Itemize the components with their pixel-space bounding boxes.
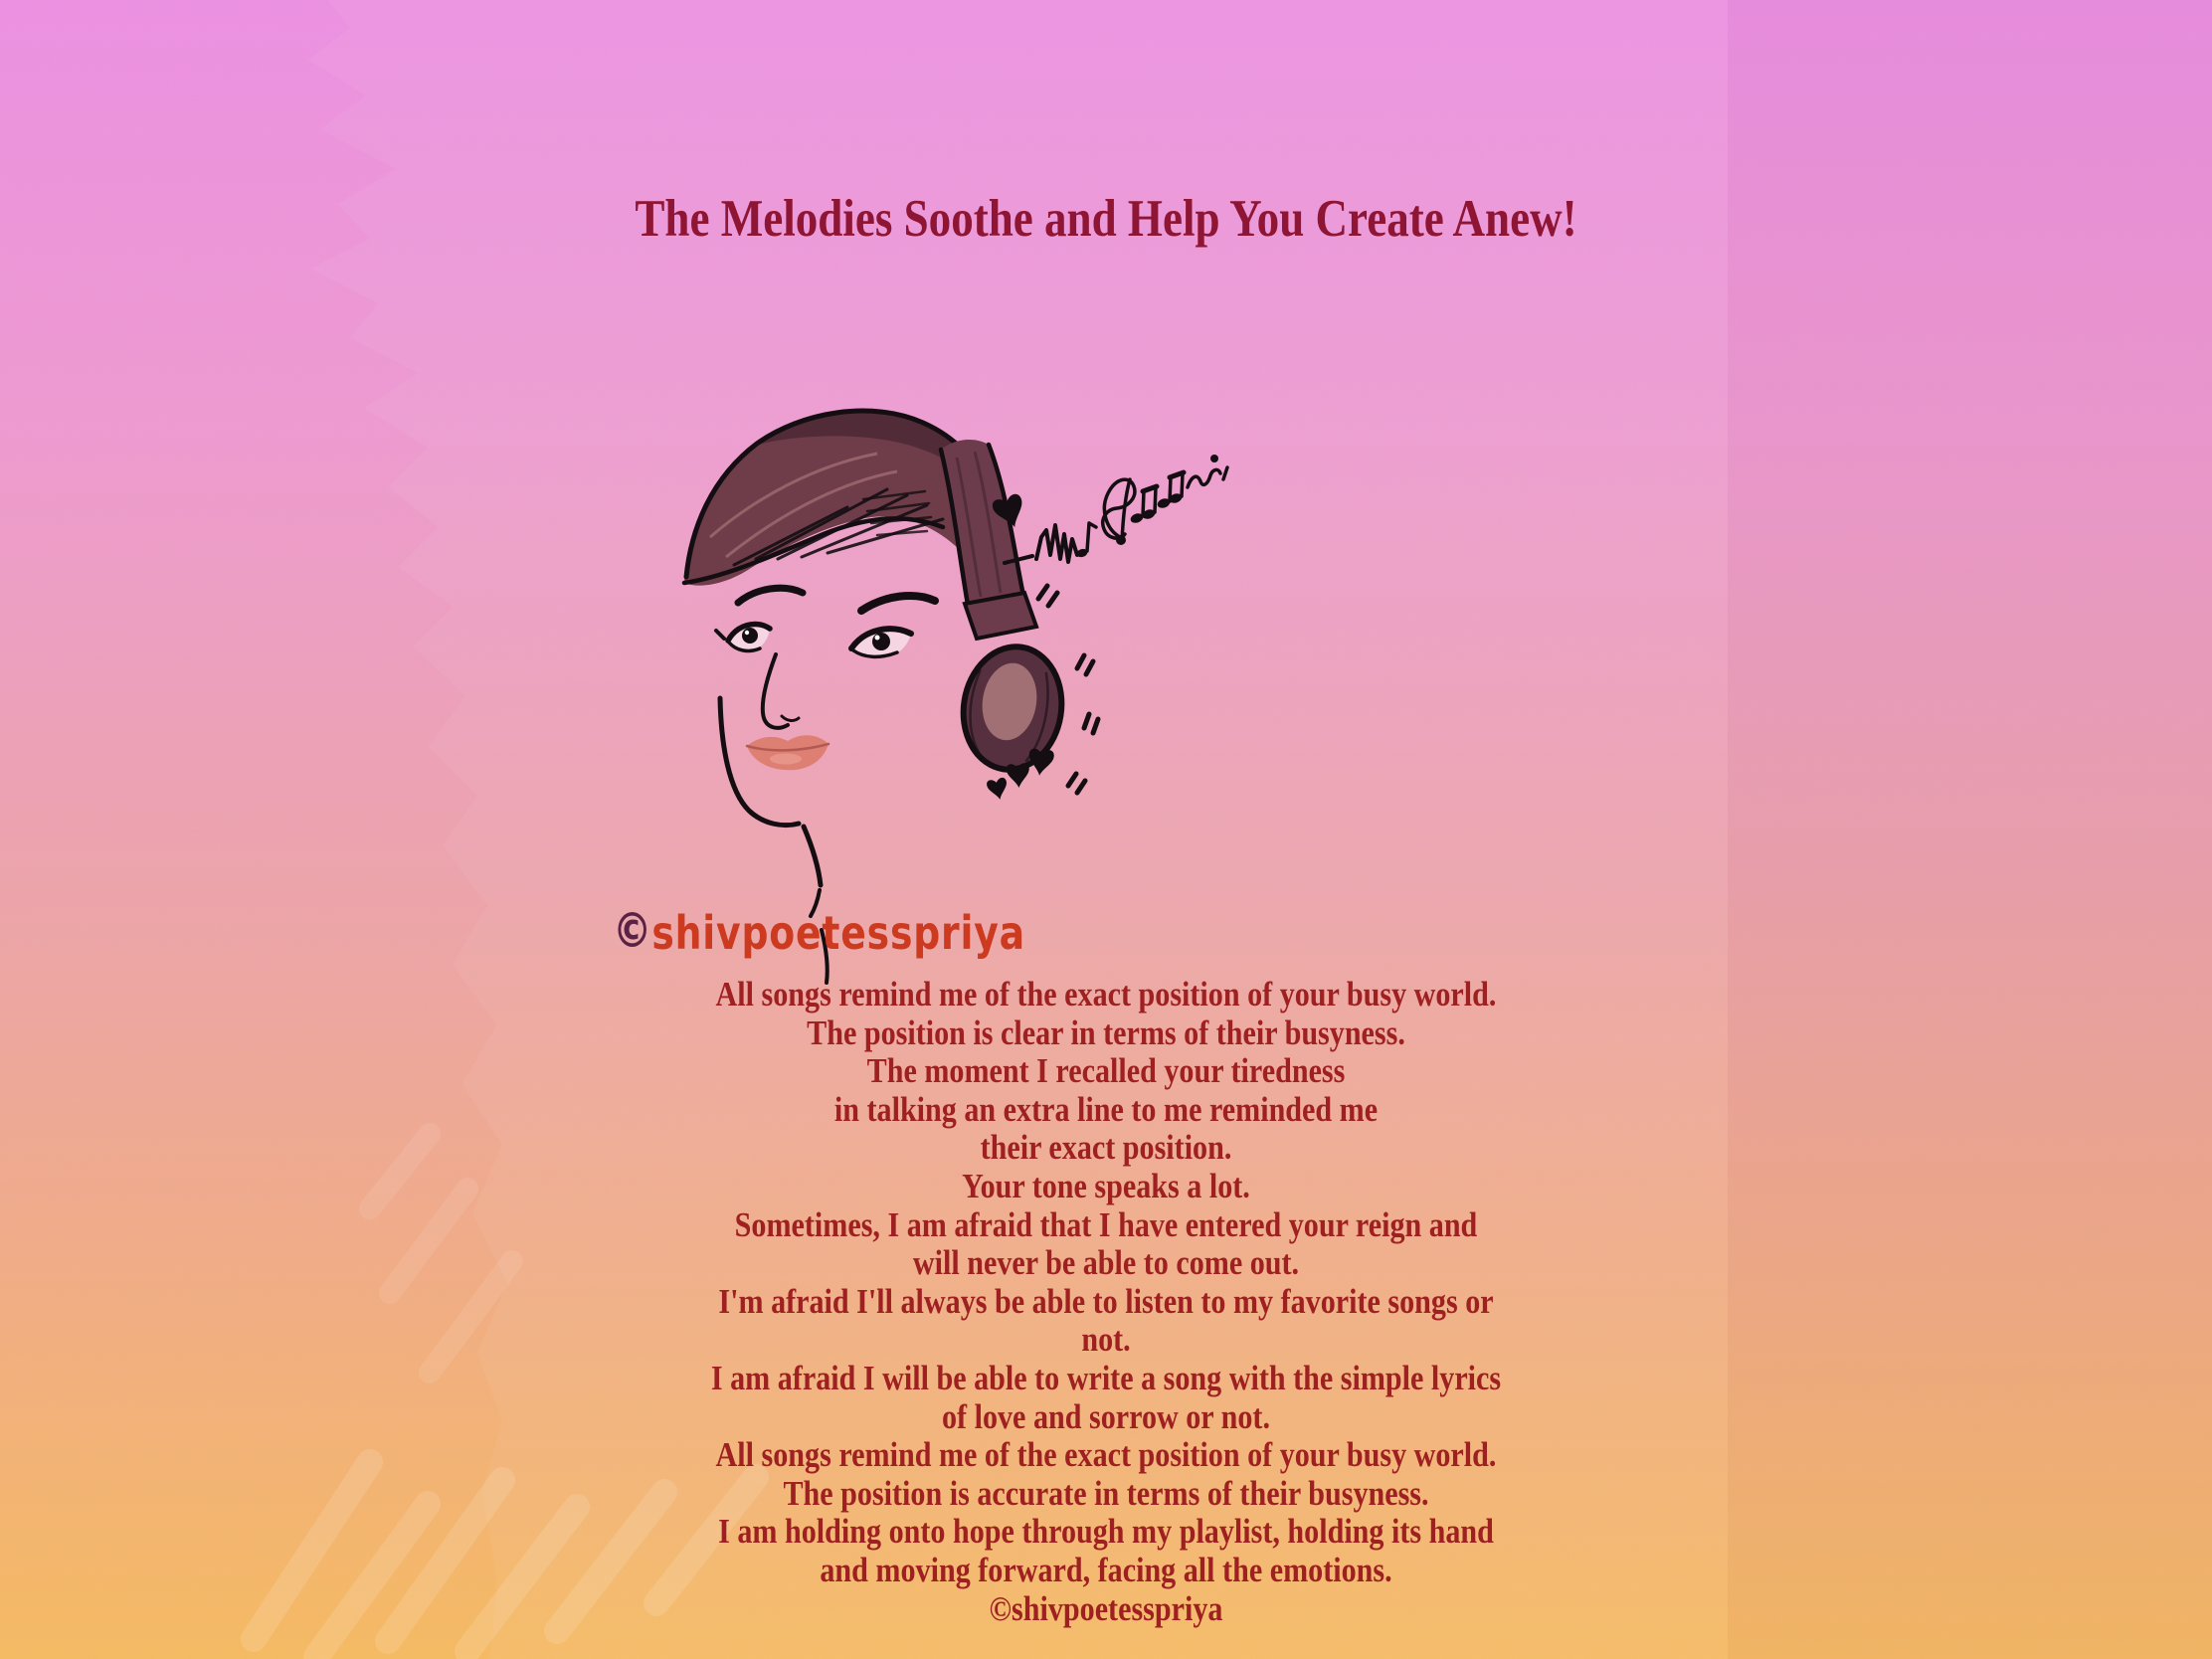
poem-line: Sometimes, I am afraid that I have entered your reign and bbox=[734, 1204, 1478, 1244]
watermark bbox=[613, 903, 1025, 960]
poem-line: of love and sorrow or not. bbox=[942, 1396, 1270, 1436]
music-notes-icon bbox=[1005, 455, 1227, 563]
neck-line bbox=[804, 827, 821, 885]
page-title: The Melodies Soothe and Help You Create Anew! bbox=[635, 190, 1577, 248]
poem-line: and moving forward, facing all the emotions. bbox=[820, 1550, 1392, 1589]
left-eye bbox=[716, 625, 770, 651]
poem-line: The position is accurate in terms of their busyness. bbox=[783, 1473, 1429, 1513]
poem-line: All songs remind me of the exact position of your busy world. bbox=[715, 975, 1497, 1014]
treble-clef-icon bbox=[1103, 479, 1135, 545]
poem-block bbox=[155, 976, 2058, 1628]
right-eye bbox=[851, 629, 911, 657]
nostril bbox=[782, 716, 799, 720]
headphone-band-icon bbox=[941, 440, 1036, 639]
poem-line: All songs remind me of the exact position of your busy world. bbox=[715, 1435, 1497, 1475]
left-eyebrow bbox=[738, 588, 803, 603]
poem-line: Your tone speaks a lot. bbox=[962, 1166, 1250, 1205]
copyright-symbol: © bbox=[613, 903, 652, 959]
poem-lines bbox=[155, 976, 2058, 1590]
poem-line: The position is clear in terms of their busyness. bbox=[807, 1013, 1405, 1052]
poem-line: not. bbox=[1081, 1320, 1131, 1360]
poem-line: in talking an extra line to me reminded me bbox=[833, 1089, 1379, 1129]
lips bbox=[747, 735, 829, 770]
poem-line: their exact position. bbox=[980, 1128, 1232, 1168]
poem-credit: ©shivpoetesspriya bbox=[989, 1588, 1223, 1628]
right-eyebrow bbox=[861, 596, 935, 611]
poem-line: I am afraid I will be able to write a song with the simple lyrics bbox=[710, 1358, 1502, 1397]
poem-line: The moment I recalled your tiredness bbox=[866, 1051, 1346, 1091]
poem-line: I am holding onto hope through my playlist, holding its hand bbox=[718, 1512, 1494, 1552]
watermark-text: shivpoetesspriya bbox=[651, 906, 1025, 960]
poem-line: I'm afraid I'll always be able to listen to my favorite songs or bbox=[718, 1281, 1494, 1321]
poem-line: will never be able to come out. bbox=[912, 1243, 1300, 1283]
